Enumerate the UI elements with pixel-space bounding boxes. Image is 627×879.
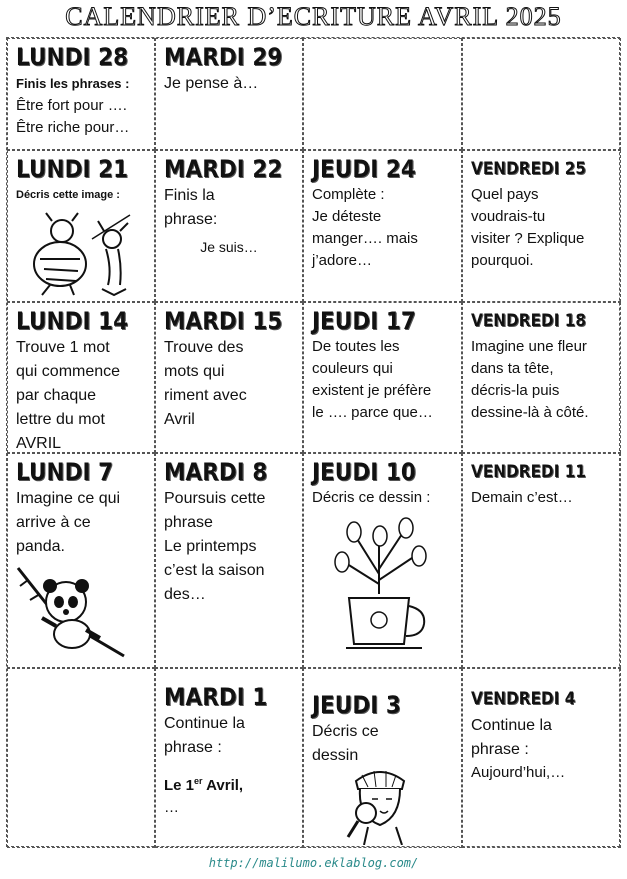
day-heading: JEUDI 10 bbox=[312, 458, 416, 486]
prompt-line: riment avec bbox=[164, 387, 247, 404]
cell-lundi-7 bbox=[7, 453, 155, 668]
prompt-line: manger…. mais bbox=[312, 230, 418, 247]
day-heading: LUNDI 7 bbox=[16, 458, 114, 486]
prompt-line: Le 1er Avril, bbox=[164, 776, 244, 794]
cell-jeudi-10 bbox=[303, 453, 462, 668]
prompt-line: Trouve 1 mot bbox=[16, 339, 110, 356]
cell-mardi-29 bbox=[155, 38, 303, 150]
day-heading: LUNDI 21 bbox=[16, 155, 129, 183]
footer-url: http://malilumo.eklablog.com/ bbox=[208, 856, 419, 870]
page-title: CALENDRIER D’ECRITURE AVRIL 2025 bbox=[65, 2, 562, 31]
prompt-line: visiter ? Explique bbox=[471, 230, 585, 247]
day-heading: JEUDI 17 bbox=[312, 307, 416, 335]
prompt-line: existent je préfère bbox=[312, 382, 432, 399]
cell-vendredi-11 bbox=[462, 453, 621, 668]
prompt-line: Je déteste bbox=[312, 208, 382, 225]
cell-jeudi-3 bbox=[303, 668, 462, 848]
prompt-line: dans ta tête, bbox=[471, 360, 554, 377]
prompt-line: mots qui bbox=[164, 363, 225, 380]
prompt-line: Imagine ce qui bbox=[16, 490, 121, 507]
prompt-line: Imagine une fleur bbox=[471, 338, 587, 355]
prompt-line: Le printemps bbox=[164, 538, 257, 555]
prompt-line: Décris ce bbox=[312, 723, 379, 740]
prompt-line: … bbox=[164, 799, 179, 816]
prompt-line: Quel pays bbox=[471, 186, 539, 203]
day-heading: LUNDI 14 bbox=[16, 307, 129, 335]
prompt-line: des… bbox=[164, 586, 206, 603]
prompt-line: phrase bbox=[164, 514, 213, 531]
prompt-line: phrase: bbox=[164, 211, 218, 228]
day-heading: VENDREDI 11 bbox=[471, 462, 587, 482]
prompt-line: Continue la bbox=[164, 715, 245, 732]
prompt-line: Je pense à… bbox=[164, 75, 259, 92]
prompt-line: Être riche pour… bbox=[16, 119, 130, 136]
prompt-line: dessin bbox=[312, 747, 359, 764]
prompt-line: Finis la bbox=[164, 187, 215, 204]
day-heading: LUNDI 28 bbox=[16, 43, 129, 71]
cell-vendredi-18 bbox=[462, 302, 621, 453]
prompt-line: Trouve des bbox=[164, 339, 244, 356]
cell-lundi-14 bbox=[7, 302, 155, 453]
cell-mardi-1 bbox=[155, 668, 303, 848]
prompt-line: AVRIL bbox=[16, 435, 62, 452]
cell-mardi-8 bbox=[155, 453, 303, 668]
day-heading: JEUDI 3 bbox=[312, 691, 401, 719]
prompt-line: phrase : bbox=[164, 739, 222, 756]
cell-mardi-22 bbox=[155, 150, 303, 302]
cell-vendredi-25 bbox=[462, 150, 621, 302]
cell-empty bbox=[303, 38, 462, 150]
prompt-line: De toutes les bbox=[312, 338, 400, 355]
prompt-line: pourquoi. bbox=[471, 252, 534, 269]
cartoon-characters-illustration bbox=[22, 209, 140, 297]
prompt-line: Décris cette image : bbox=[16, 189, 120, 201]
day-heading: MARDI 15 bbox=[164, 307, 283, 335]
prompt-line: voudrais-tu bbox=[471, 208, 546, 225]
prompt-line: décris-la puis bbox=[471, 382, 560, 399]
prompt-line: j’adore… bbox=[312, 252, 373, 269]
prompt-line: couleurs qui bbox=[312, 360, 393, 377]
day-heading: MARDI 29 bbox=[164, 43, 283, 71]
prompt-line: Je suis… bbox=[200, 239, 258, 255]
cell-mardi-15 bbox=[155, 302, 303, 453]
cell-lundi-28 bbox=[7, 38, 155, 150]
prompt-line: arrive à ce bbox=[16, 514, 91, 531]
prompt-line: Demain c’est… bbox=[471, 489, 573, 506]
prompt-line: le …. parce que… bbox=[312, 404, 433, 421]
day-heading: MARDI 1 bbox=[164, 683, 268, 711]
detective-illustration bbox=[344, 767, 414, 845]
day-heading: JEUDI 24 bbox=[312, 155, 416, 183]
prompt-line: Être fort pour …. bbox=[16, 97, 127, 114]
cell-empty bbox=[7, 668, 155, 848]
prompt-line: c’est la saison bbox=[164, 562, 265, 579]
cell-jeudi-17 bbox=[303, 302, 462, 453]
cell-empty bbox=[462, 38, 621, 150]
prompt-line: Aujourd’hui,… bbox=[471, 764, 566, 781]
prompt-line: Complète : bbox=[312, 186, 385, 203]
cell-lundi-21 bbox=[7, 150, 155, 302]
prompt-line: Continue la bbox=[471, 717, 552, 734]
prompt-line: Poursuis cette bbox=[164, 490, 266, 507]
cell-vendredi-4 bbox=[462, 668, 621, 848]
day-heading: VENDREDI 18 bbox=[471, 311, 587, 331]
panda-illustration bbox=[16, 560, 126, 660]
day-heading: MARDI 22 bbox=[164, 155, 283, 183]
prompt-line: Avril bbox=[164, 411, 195, 428]
prompt-line: panda. bbox=[16, 538, 65, 555]
prompt-line: Décris ce dessin : bbox=[312, 489, 431, 506]
prompt-line: par chaque bbox=[16, 387, 97, 404]
prompt-line: dessine-là à côté. bbox=[471, 404, 589, 421]
day-heading: VENDREDI 25 bbox=[471, 159, 587, 179]
easter-egg-tree-illustration bbox=[324, 514, 434, 652]
calendar-grid bbox=[6, 37, 620, 847]
day-heading: VENDREDI 4 bbox=[471, 689, 576, 709]
prompt-line: lettre du mot bbox=[16, 411, 105, 428]
prompt-line: phrase : bbox=[471, 741, 529, 758]
prompt-line: qui commence bbox=[16, 363, 121, 380]
cell-jeudi-24 bbox=[303, 150, 462, 302]
day-heading: MARDI 8 bbox=[164, 458, 268, 486]
prompt-line: Finis les phrases : bbox=[16, 76, 130, 91]
